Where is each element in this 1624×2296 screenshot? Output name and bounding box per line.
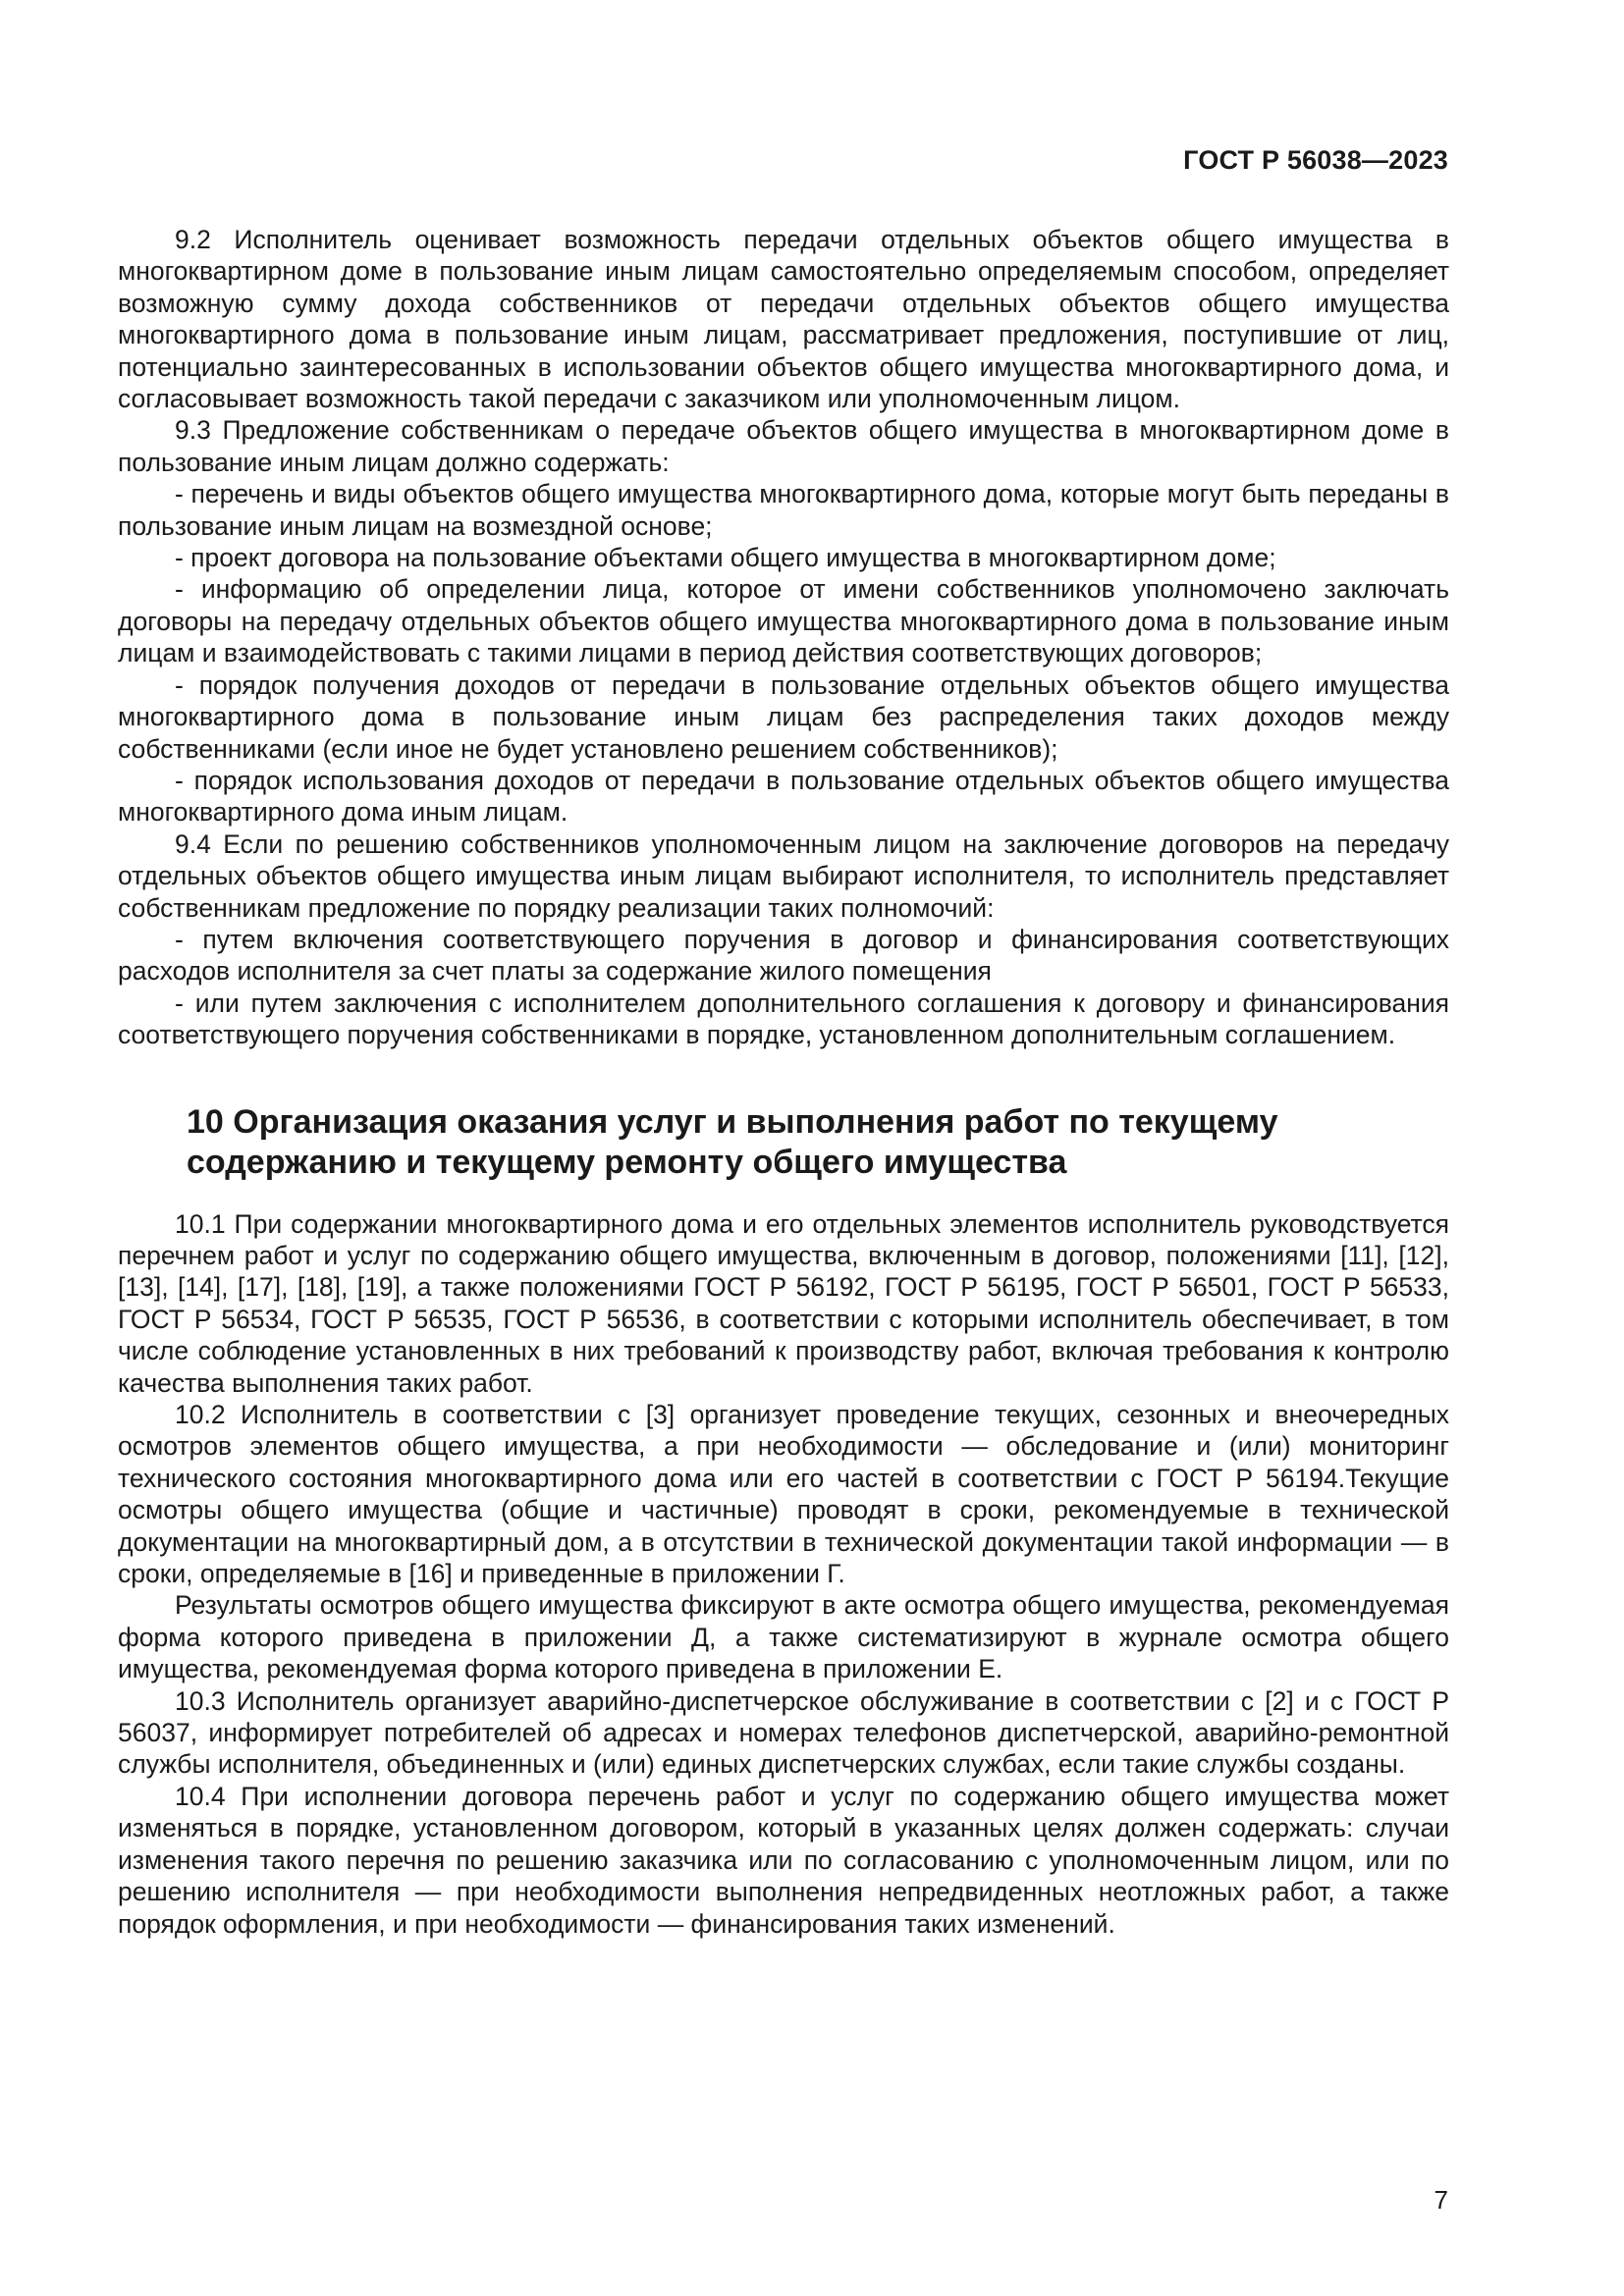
list-item: - информацию об определении лица, которое от имени собственников уполномочено заключать договоры на передачу отдельных объектов общего имущества многоквартирного дома в пользование иным лицам и взаимодействовать с такими лицами в период действия соответствующих договоров; — [118, 574, 1449, 668]
list-item: - или путем заключения с исполнителем дополнительного соглашения к договору и финансирования соответствующего поручения собственниками в порядке, установленном дополнительным соглашением. — [118, 988, 1449, 1050]
list-item: - проект договора на пользование объектами общего имущества в многоквартирном доме; — [175, 543, 1276, 573]
document-body — [118, 224, 1449, 1940]
list-item: - путем включения соответствующего поручения в договор и финансирования соответствующих расходов исполнителя за счет платы за содержание жилого помещения — [118, 924, 1449, 987]
paragraph-10-2: 10.2 Исполнитель в соответствии с [3] организует проведение текущих, сезонных и внеочередных осмотров элементов общего имущества, а при необходимости — обследование и (или) мониторинг технического состояния многоквартирного дома или его частей в соответствии с ГОСТ Р 56194.Текущие осмотры общего имущества (общие и частичные) проводят в сроки, рекомендуемые в технической документации на многоквартирный дом, а в отсутствии в технической документации такой информации — в сроки, определяемые в [16] и приведенные в приложении Г. — [118, 1400, 1449, 1589]
paragraph-9-3: 9.3 Предложение собственникам о передаче объектов общего имущества в многоквартирном доме в пользование иным лицам должно содержать: — [118, 415, 1449, 477]
list-item: - порядок получения доходов от передачи в пользование отдельных объектов общего имущества многоквартирного дома в пользование иным лицам без распределения таких доходов между собственниками (если иное не будет установлено решением собственников); — [118, 669, 1449, 764]
paragraph-10-4: 10.4 При исполнении договора перечень работ и услуг по содержанию общего имущества может изменяться в порядке, установленном договором, который в указанных целях должен содержать: случаи изменения такого перечня по решению заказчика или по согласованию с уполномоченным лицом, или по решению исполнителя — при необходимости выполнения непредвиденных неотложных работ, а также порядок оформления, и при необходимости — финансирования таких изменений. — [118, 1781, 1449, 1939]
paragraph-10-3: 10.3 Исполнитель организует аварийно-диспетчерское обслуживание в соответствии с [2] и с ГОСТ Р 56037, информирует потребителей об адресах и номерах телефонов диспетчерской, аварийно-ремонтной службы исполнителя, объединенных и (или) единых диспетчерских службах, если такие службы созданы. — [118, 1685, 1449, 1780]
paragraph-10-1: 10.1 При содержании многоквартирного дома и его отдельных элементов исполнитель руководствуется перечнем работ и услуг по содержанию общего имущества, включенным в договор, положениями [11], [12], [13], [14], [17], [18], [19], а также положениями ГОСТ Р 56192, ГОСТ Р 56195, ГОСТ Р 56501, ГОСТ Р 56533, ГОСТ Р 56534, ГОСТ Р 56535, ГОСТ Р 56536, в соответствии с которыми исполнитель обеспечивает, в том числе соблюдение установленных в них требований к производству работ, включая требования к контролю качества выполнения таких работ. — [118, 1208, 1449, 1398]
list-item: - порядок использования доходов от передачи в пользование отдельных объектов общего имущества многоквартирного дома иным лицам. — [118, 765, 1449, 828]
document-code-header: ГОСТ Р 56038—2023 — [1183, 145, 1448, 175]
section-10-heading-line2: содержанию и текущему ремонту общего имущества — [187, 1143, 1067, 1181]
list-item: - перечень и виды объектов общего имущества многоквартирного дома, которые могут быть переданы в пользование иным лицам на возмездной основе; — [118, 479, 1449, 541]
page-number: 7 — [1434, 2185, 1448, 2215]
section-10-heading — [118, 1102, 1449, 1183]
paragraph-9-2: 9.2 Исполнитель оценивает возможность передачи отдельных объектов общего имущества в многоквартирном доме в пользование иным лицам самостоятельно определяемым способом, определяет возможную сумму дохода собственников от передачи отдельных объектов общего имущества многоквартирного дома в пользование иным лицам, рассматривает предложения, поступившие от лиц, потенциально заинтересованных в использовании объектов общего имущества многоквартирного дома, и согласовывает возможность такой передачи с заказчиком или уполномоченным лицом. — [118, 225, 1449, 414]
section-10-heading-line1: 10 Организация оказания услуг и выполнения работ по текущему — [187, 1102, 1278, 1141]
paragraph-9-4: 9.4 Если по решению собственников уполномоченным лицом на заключение договоров на передачу отдельных объектов общего имущества иным лицам выбирают исполнителя, то исполнитель представляет собственникам предложение по порядку реализации таких полномочий: — [118, 828, 1449, 923]
paragraph-10-2-results: Результаты осмотров общего имущества фиксируют в акте осмотра общего имущества, рекомендуемая форма которого приведена в приложении Д, а также систематизируют в журнале осмотра общего имущества, рекомендуемая форма которого приведена в приложении Е. — [118, 1590, 1449, 1684]
